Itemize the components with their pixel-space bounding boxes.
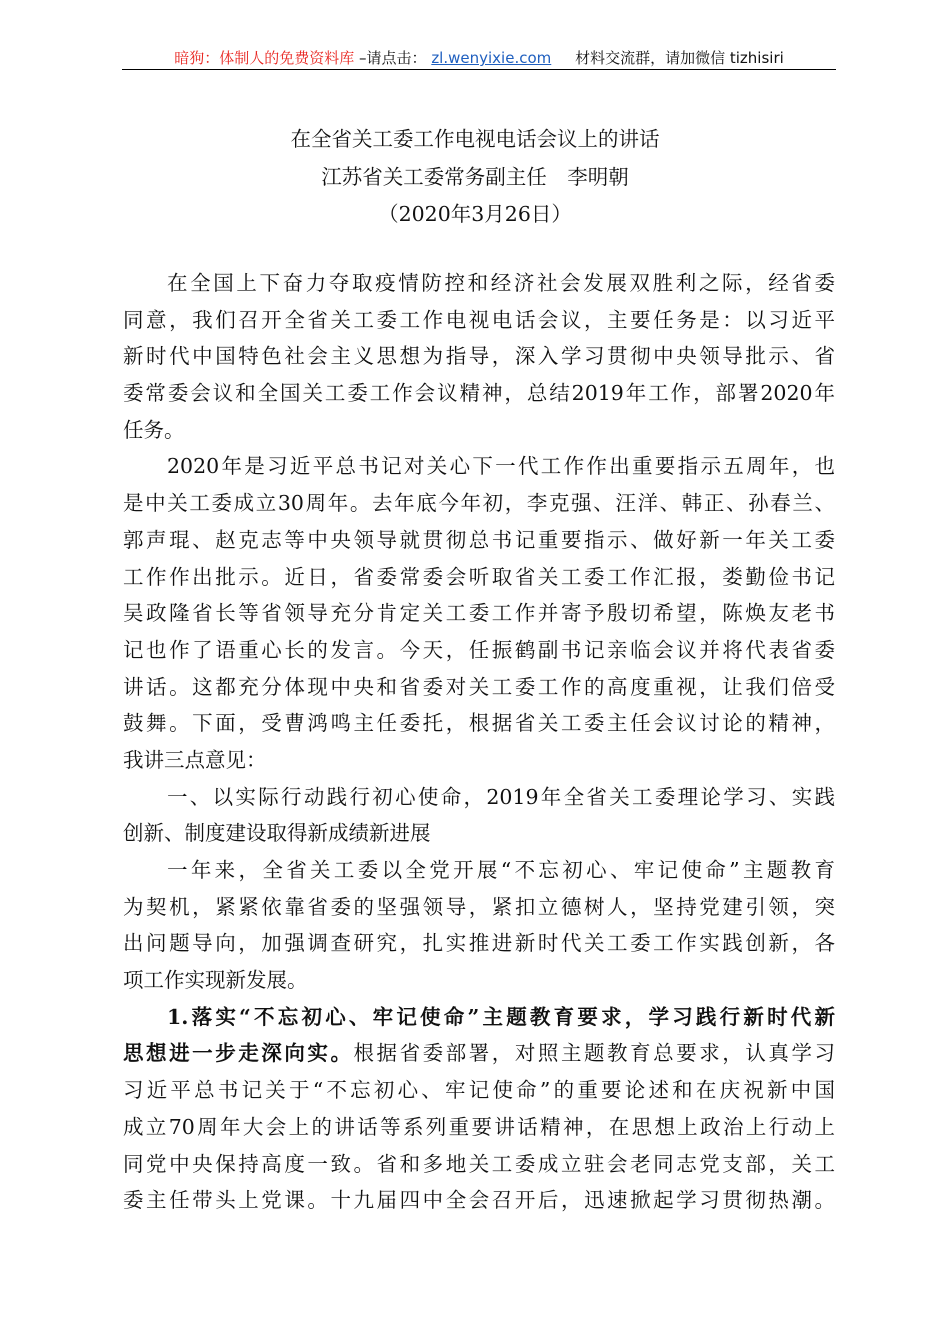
text-line xyxy=(123,1035,835,1072)
doc-author: 江苏省关工委常务副主任 李明朝 xyxy=(321,165,629,189)
doc-title: 在全省关工委工作电视电话会议上的讲话 xyxy=(290,127,660,151)
text-line: 讲话。这都充分体现中央和省委对关工委工作的高度重视，让我们倍受 xyxy=(123,674,835,699)
text-line: 项工作实现新发展。 xyxy=(123,968,308,993)
body-text: 根据省委部署，对照主题教育总要求，认真学习 xyxy=(353,1041,835,1066)
header-brand: 暗狗：体制人的免费资料库 xyxy=(174,49,355,67)
text-line: 工作作出批示。近日，省委常委会听取省关工委工作汇报，娄勤俭书记 xyxy=(123,564,835,589)
doc-body xyxy=(123,265,835,1219)
text-line: 一年来，全省关工委以全党开展“不忘初心、牢记使命”主题教育 xyxy=(167,858,835,882)
text-line: 为契机，紧紧依靠省委的坚强领导，紧扣立德树人，坚持党建引领，突 xyxy=(123,894,835,919)
text-line: 记也作了语重心长的发言。今天，任振鹤副书记亲临会议并将代表省委 xyxy=(123,637,835,662)
text-line: 在全国上下奋力夺取疫情防控和经济社会发展双胜利之际，经省委 xyxy=(167,271,835,295)
text-line: 同意，我们召开全省关工委工作电视电话会议，主要任务是：以习近平 xyxy=(123,307,835,332)
text-line: 郭声琨、赵克志等中央领导就贯彻总书记重要指示、做好新一年关工委 xyxy=(123,527,835,552)
text-line: 鼓舞。下面，受曹鸿鸣主任委托，根据省关工委主任会议讨论的精神， xyxy=(123,711,835,736)
text-line: 习近平总书记关于“不忘初心、牢记使命”的重要论述和在庆祝新中国 xyxy=(123,1078,835,1103)
header-rule xyxy=(122,69,836,70)
text-line: 新时代中国特色社会主义思想为指导，深入学习贯彻中央领导批示、省 xyxy=(123,344,835,369)
text-line: 出问题导向，加强调查研究，扎实推进新时代关工委工作实践创新，各 xyxy=(123,931,835,956)
page-header xyxy=(122,47,836,68)
text-line: 是中关工委成立30周年。去年底今年初，李克强、汪洋、韩正、孙春兰、 xyxy=(123,491,835,516)
text-line: 同党中央保持高度一致。省和多地关工委成立驻会老同志党支部，关工 xyxy=(123,1151,835,1176)
header-note: 材料交流群，请加微信 tizhisiri xyxy=(575,49,784,67)
text-line: 吴政隆省长等省领导充分肯定关工委工作并寄予殷切希望，陈焕友老书 xyxy=(123,601,835,626)
text-line: 委常委会议和全国关工委工作会议精神，总结2019年工作，部署2020年 xyxy=(123,381,835,406)
text-line: 成立70周年大会上的讲话等系列重要讲话精神，在思想上政治上行动上 xyxy=(123,1114,835,1139)
subheading-text: 1.落实“不忘初心、牢记使命”主题教育要求，学习践行新时代新 xyxy=(167,1004,835,1029)
section-heading-line: 一、以实际行动践行初心使命，2019年全省关工委理论学习、实践 xyxy=(167,784,835,809)
header-prompt: –请点击： xyxy=(359,49,427,67)
text-line: 任务。 xyxy=(123,417,185,442)
subheading-text: 思想进一步走深向实。 xyxy=(123,1041,354,1066)
subheading-line xyxy=(123,999,835,1036)
text-line: 委主任带头上党课。十九届四中全会召开后，迅速掀起学习贯彻热潮。 xyxy=(123,1188,835,1213)
section-heading-line: 创新、制度建设取得新成绩新进展 xyxy=(123,821,431,846)
header-link[interactable]: zl.wenyixie.com xyxy=(431,49,552,67)
text-line: 我讲三点意见： xyxy=(123,747,267,772)
doc-date: （2020年3月26日） xyxy=(378,202,572,226)
text-line: 2020年是习近平总书记对关心下一代工作作出重要指示五周年，也 xyxy=(167,454,835,479)
